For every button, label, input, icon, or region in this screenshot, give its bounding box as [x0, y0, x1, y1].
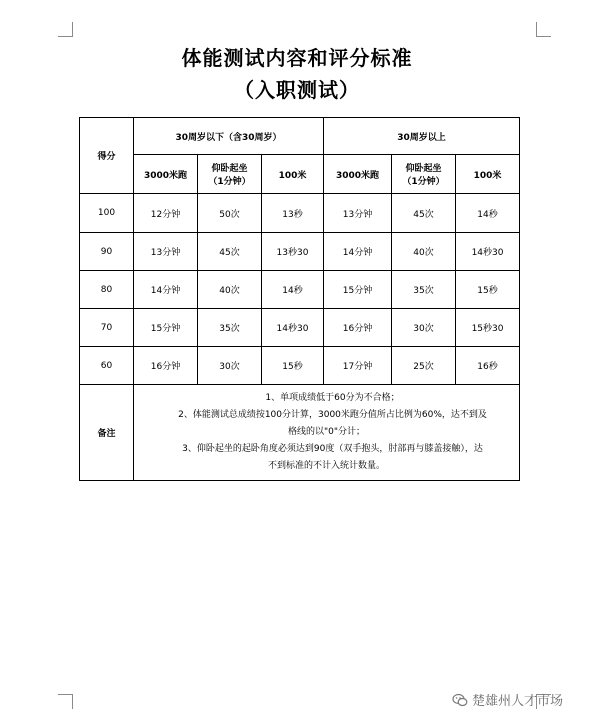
group-header-over30: 30周岁以上 [324, 118, 520, 155]
page-corner-mark-bottom-left [58, 694, 73, 709]
document-subtitle: （入职测试） [234, 78, 360, 102]
notes-content [134, 385, 520, 481]
watermark [452, 690, 563, 709]
table-row [80, 233, 520, 271]
cell-under30-100m: 15秒 [262, 347, 324, 385]
cell-over30-situp: 40次 [392, 233, 456, 271]
col-header-situp [392, 155, 456, 194]
table-header-row [80, 118, 520, 155]
cell-under30-100m: 13秒 [262, 194, 324, 233]
score-header: 得分 [80, 118, 134, 194]
cell-over30-situp: 30次 [392, 309, 456, 347]
group-header-under30: 30周岁以下（含30周岁） [134, 118, 324, 155]
cell-over30-3000m: 15分钟 [324, 271, 392, 309]
cell-under30-3000m: 16分钟 [134, 347, 198, 385]
col-header-100m: 100米 [456, 155, 520, 194]
score-cell: 80 [80, 271, 134, 309]
col-header-3000m: 3000米跑 [324, 155, 392, 194]
situp-duration: （1分钟） [208, 177, 251, 187]
scoring-standard-table [79, 117, 520, 481]
cell-under30-100m: 14秒30 [262, 309, 324, 347]
notes-label: 备注 [80, 385, 134, 481]
cell-under30-situp: 50次 [198, 194, 262, 233]
note-line: 1、单项成绩低于60分为不合格； [265, 393, 400, 403]
cell-under30-3000m: 13分钟 [134, 233, 198, 271]
table-row [80, 194, 520, 233]
cell-under30-3000m: 14分钟 [134, 271, 198, 309]
note-line: 2、体能测试总成绩按100分计算，3000米跑分值所占比例为60%，达不到及 [178, 410, 487, 420]
col-header-situp [198, 155, 262, 194]
cell-under30-3000m: 15分钟 [134, 309, 198, 347]
score-cell: 100 [80, 194, 134, 233]
page-corner-mark-top-left [58, 22, 73, 37]
cell-over30-3000m: 14分钟 [324, 233, 392, 271]
score-cell: 90 [80, 233, 134, 271]
cell-over30-100m: 14秒 [456, 194, 520, 233]
score-cell: 60 [80, 347, 134, 385]
watermark-text: 楚雄州人才市场 [472, 694, 564, 709]
notes-row [80, 385, 520, 481]
table-row [80, 271, 520, 309]
table-subheader-row [80, 155, 520, 194]
situp-label: 仰卧起坐 [211, 164, 248, 174]
cell-under30-100m: 13秒30 [262, 233, 324, 271]
score-cell: 70 [80, 309, 134, 347]
note-line: 不到标准的不计入统计数量。 [268, 461, 386, 471]
table-row [80, 347, 520, 385]
wechat-icon [452, 692, 468, 708]
cell-over30-situp: 25次 [392, 347, 456, 385]
cell-over30-situp: 35次 [392, 271, 456, 309]
cell-over30-100m: 14秒30 [456, 233, 520, 271]
col-header-3000m: 3000米跑 [134, 155, 198, 194]
note-line: 3、仰卧起坐的起卧角度必须达到90度（双手抱头，肘部再与膝盖接触），达 [182, 444, 483, 454]
cell-under30-100m: 14秒 [262, 271, 324, 309]
situp-label: 仰卧起坐 [405, 164, 442, 174]
cell-over30-situp: 45次 [392, 194, 456, 233]
cell-over30-100m: 15秒30 [456, 309, 520, 347]
situp-duration: （1分钟） [402, 177, 445, 187]
page-corner-mark-top-right [536, 22, 551, 37]
cell-over30-100m: 15秒 [456, 271, 520, 309]
cell-over30-3000m: 17分钟 [324, 347, 392, 385]
cell-over30-3000m: 16分钟 [324, 309, 392, 347]
cell-under30-situp: 45次 [198, 233, 262, 271]
cell-over30-100m: 16秒 [456, 347, 520, 385]
document-title: 体能测试内容和评分标准 [181, 46, 413, 70]
table-row [80, 309, 520, 347]
col-header-100m: 100米 [262, 155, 324, 194]
cell-under30-situp: 40次 [198, 271, 262, 309]
cell-over30-3000m: 13分钟 [324, 194, 392, 233]
cell-under30-3000m: 12分钟 [134, 194, 198, 233]
note-line: 格线的以"0"分计； [288, 427, 366, 437]
cell-under30-situp: 35次 [198, 309, 262, 347]
cell-under30-situp: 30次 [198, 347, 262, 385]
